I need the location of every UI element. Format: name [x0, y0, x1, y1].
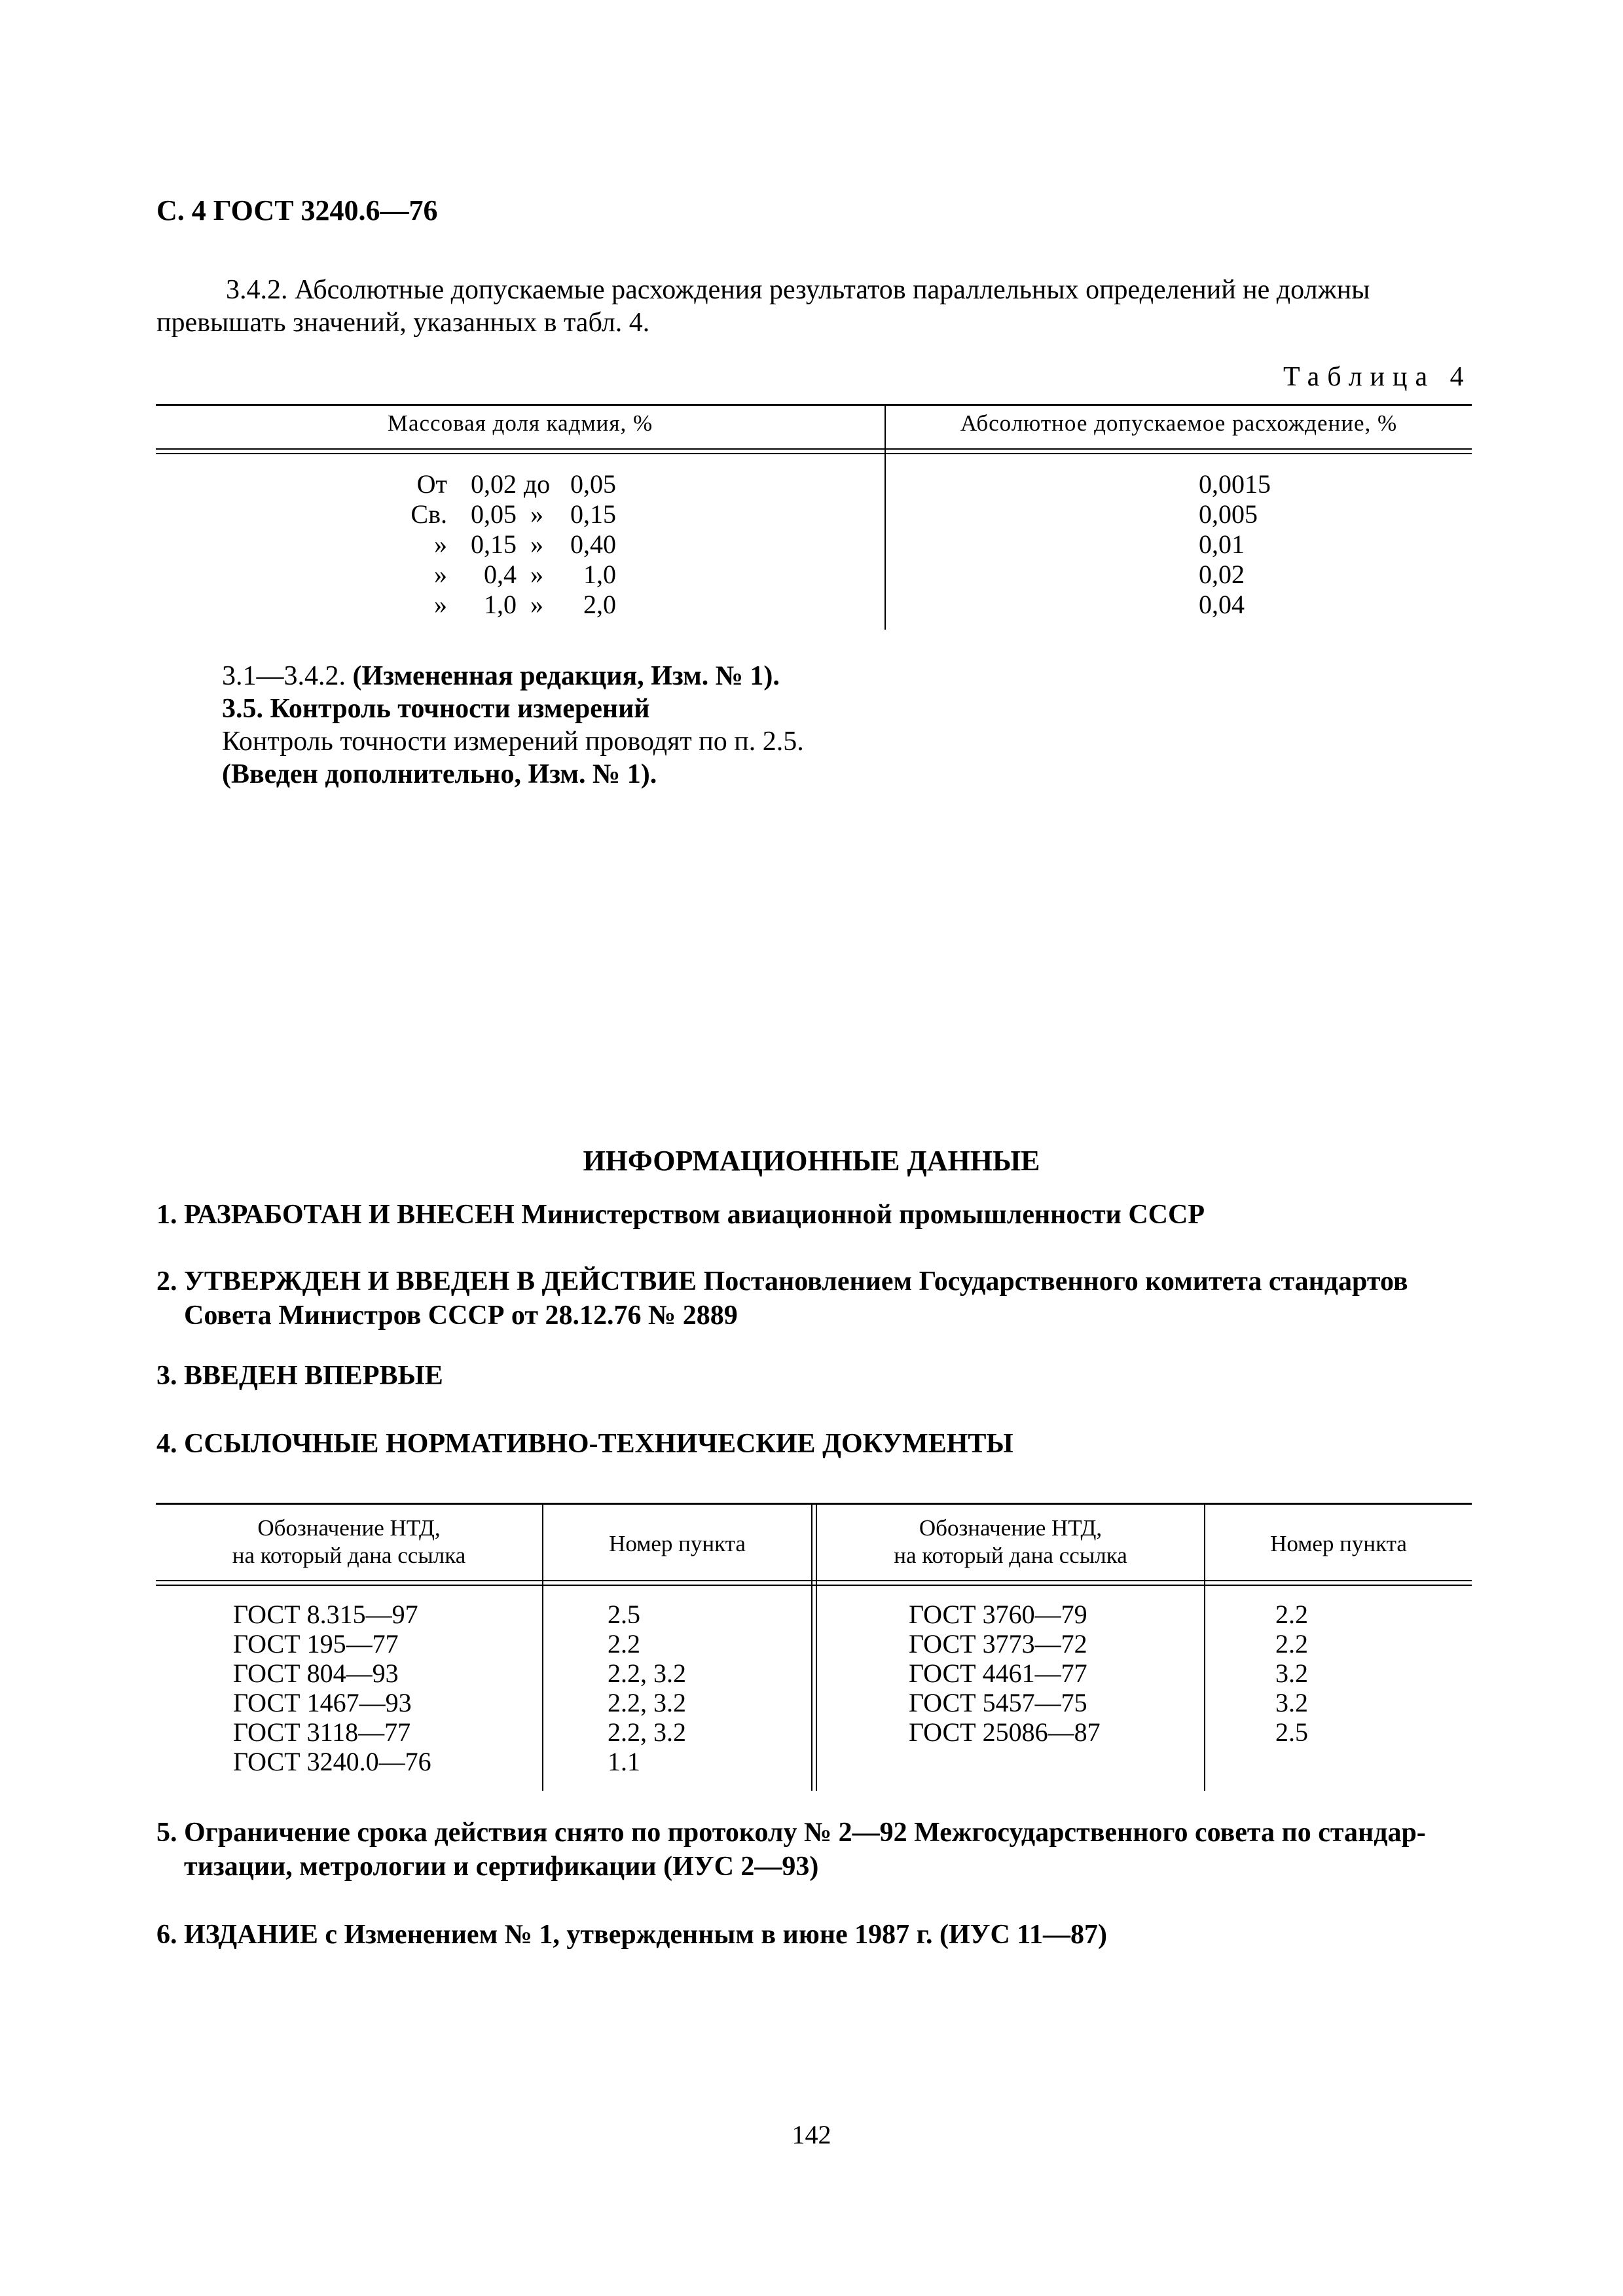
info-item-1: 1. РАЗРАБОТАН И ВНЕСЕН Министерством авиационной промышленности СССР [156, 1200, 1205, 1230]
list-item: 3.2 [1275, 1688, 1308, 1717]
cadmium-ranges [397, 469, 616, 620]
page-header: С. 4 ГОСТ 3240.6—76 [156, 194, 438, 226]
table-row: » 0,15 » 0,40 [434, 529, 616, 559]
list-item: 2.2 [608, 1629, 640, 1659]
column-header-cadmium: Массовая доля кадмия, % [387, 410, 653, 436]
left-doc-column [233, 1600, 431, 1776]
column-header-discrepancy: Абсолютное допускаемое расхождение, % [960, 410, 1398, 436]
info-data-title: ИНФОРМАЦИОННЫЕ ДАННЫЕ [583, 1145, 1040, 1177]
list-item: 1.1 [608, 1747, 640, 1776]
page-number: 142 [792, 2120, 831, 2149]
list-item: ГОСТ 3773—72 [909, 1629, 1087, 1659]
info-item-3: 3. ВВЕДЕН ВПЕРВЫЕ [156, 1361, 443, 1391]
info-item-4: 4. ССЫЛОЧНЫЕ НОРМАТИВНО-ТЕХНИЧЕСКИЕ ДОКУМЕНТЫ [156, 1429, 1013, 1459]
table-top-rule [156, 404, 1472, 406]
info-item-2: 2. УТВЕРЖДЕН И ВВЕДЕН В ДЕЙСТВИЕ Постановлением Государственного комитета стандартов Совета Министров СССР от 28.12.76 № 2889 [156, 1266, 1408, 1331]
table-cell: 0,01 [1199, 529, 1245, 559]
list-item: ГОСТ 195—77 [233, 1629, 399, 1659]
right-item-column [1275, 1600, 1308, 1747]
list-item: ГОСТ 1467—93 [233, 1688, 412, 1717]
section-3-5-heading: 3.5. Контроль точности измерений [222, 694, 650, 724]
table-double-divider [811, 1503, 817, 1791]
table-row: От 0,02 до 0,05 [416, 469, 616, 499]
list-item: 3.2 [1275, 1659, 1308, 1688]
amendment-notes [222, 660, 804, 791]
section-3-5-text: Контроль точности измерений проводят по п. 2.5. [222, 726, 804, 757]
table-4-caption: Таблица 4 [1283, 362, 1472, 392]
list-item: ГОСТ 8.315—97 [233, 1600, 418, 1629]
references-table [156, 1503, 1472, 1791]
table-row: » 0,4 » 1,0 [434, 560, 616, 589]
list-item: ГОСТ 25086—87 [909, 1717, 1101, 1747]
list-item: ГОСТ 5457—75 [909, 1688, 1087, 1717]
left-item-column [608, 1600, 686, 1776]
table-row: » 1,0 » 2,0 [434, 590, 616, 619]
table-column-divider [884, 404, 886, 630]
paragraph-text: 3.4.2. Абсолютные допускаемые расхождения результатов параллельных определений не должны превышать значений, указанных в табл. 4. [156, 275, 1370, 338]
table-4 [156, 404, 1472, 630]
table-cell: 0,02 [1199, 560, 1245, 589]
right-doc-column [909, 1600, 1101, 1747]
header-item-left: Номер пункта [609, 1531, 746, 1556]
table-header-double-rule [156, 448, 1472, 454]
info-item-6: 6. ИЗДАНИЕ с Изменением № 1, утвержденным в июне 1987 г. (ИУС 11—87) [156, 1920, 1107, 1950]
table-cell: 0,04 [1199, 590, 1245, 619]
header-ntd-right: Обозначение НТД, на который дана ссылка [894, 1515, 1127, 1568]
table-row: Св. 0,05 » 0,15 [410, 499, 616, 529]
table-cell: 0,0015 [1199, 469, 1271, 499]
list-item: ГОСТ 4461—77 [909, 1659, 1087, 1688]
header-ntd-left: Обозначение НТД, на который дана ссылка [232, 1515, 466, 1568]
info-item-5: 5. Ограничение срока действия снято по протоколу № 2—92 Межгосударственного совета по стандар- тизации, метрологии и сертификации (ИУС 2—93) [156, 1818, 1426, 1882]
table-cell: 0,005 [1199, 499, 1258, 529]
list-item: ГОСТ 3240.0—76 [233, 1747, 431, 1776]
note-added: (Введен дополнительно, Изм. № 1). [222, 759, 657, 789]
list-item: 2.5 [1275, 1717, 1308, 1747]
list-item: 2.2 [1275, 1629, 1308, 1659]
discrepancy-values [1199, 469, 1271, 620]
note-amended-edition: 3.1—3.4.2. (Измененная редакция, Изм. № 1). [222, 661, 780, 691]
list-item: ГОСТ 3760—79 [909, 1600, 1087, 1629]
header-item-right: Номер пункта [1270, 1531, 1407, 1556]
list-item: ГОСТ 804—93 [233, 1659, 399, 1688]
list-item: 2.2, 3.2 [608, 1688, 686, 1717]
list-item: 2.5 [608, 1600, 640, 1629]
list-item: 2.2, 3.2 [608, 1659, 686, 1688]
list-item: ГОСТ 3118—77 [233, 1717, 411, 1747]
list-item: 2.2, 3.2 [608, 1717, 686, 1747]
paragraph-3-4-2 [156, 274, 1471, 339]
list-item: 2.2 [1275, 1600, 1308, 1629]
